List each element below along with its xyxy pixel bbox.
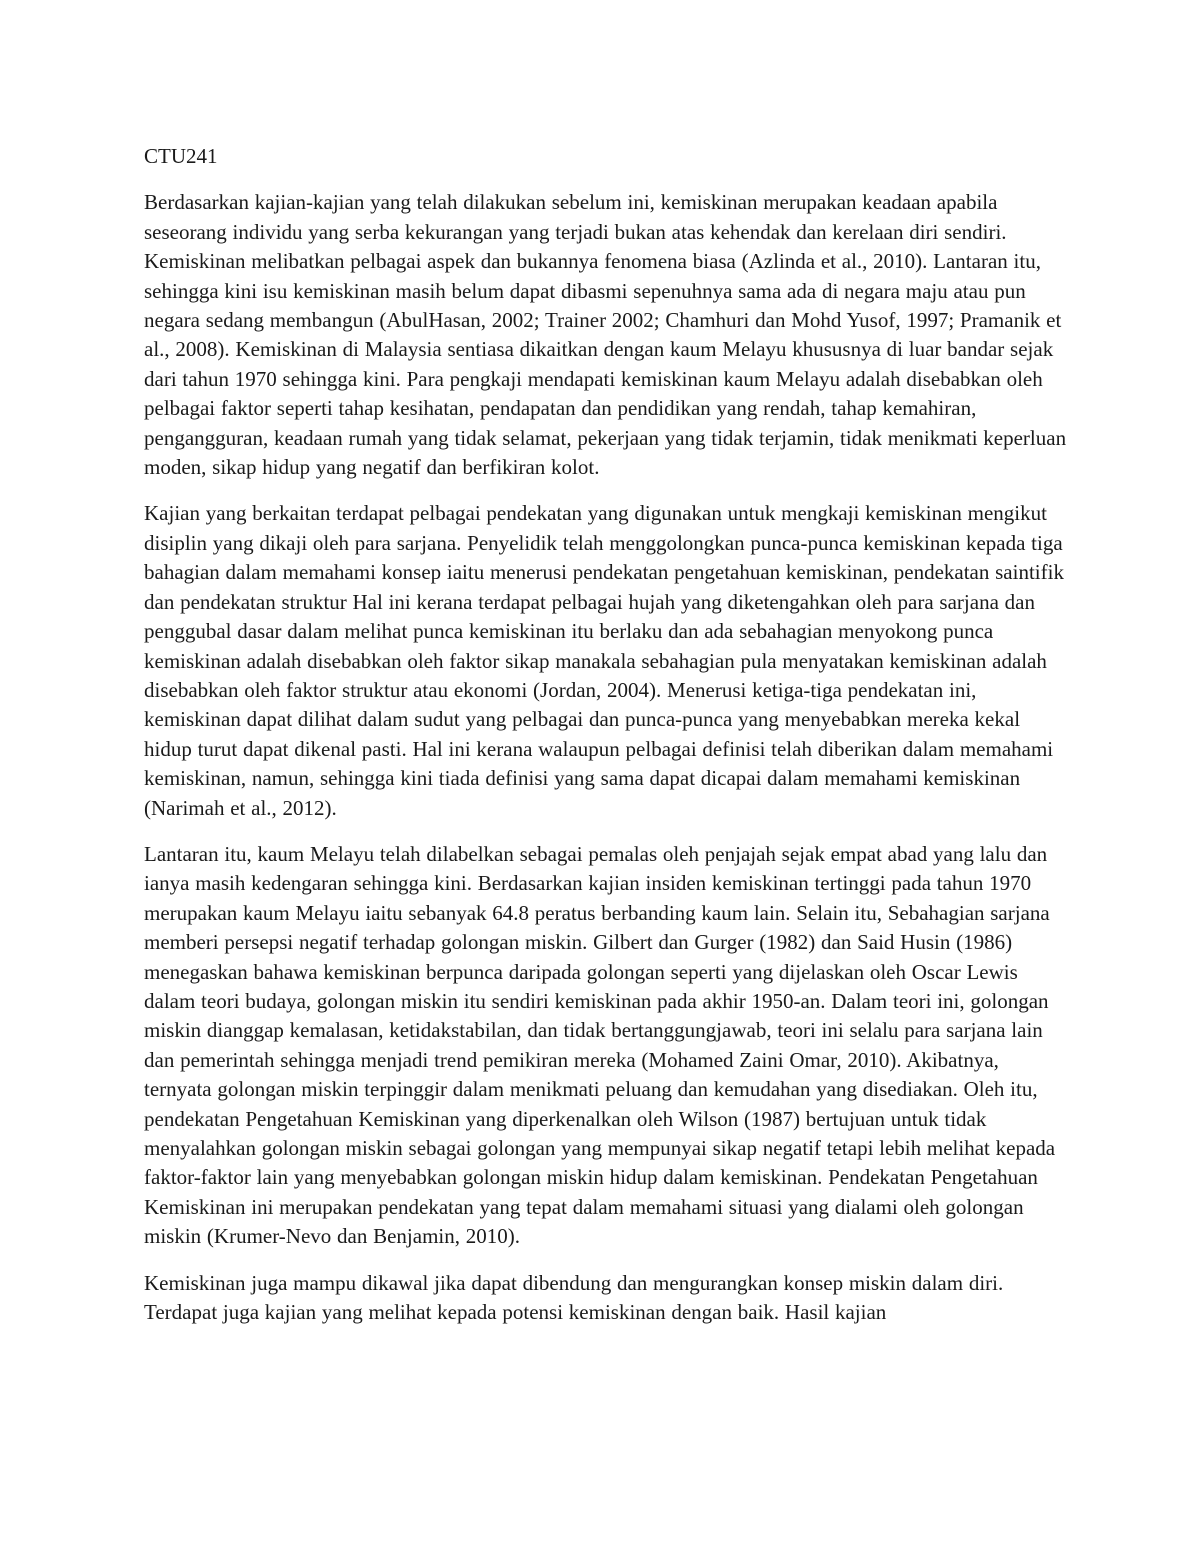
document-body [144,142,1068,1344]
paragraph-3: Lantaran itu, kaum Melayu telah dilabelkan sebagai pemalas oleh penjajah sejak empat abad yang lalu dan ianya masih kedengaran sehingga kini. Berdasarkan kajian insiden kemiskinan tertinggi pada tahun 1970 merupakan kaum Melayu iaitu sebanyak 64.8 peratus berbanding kaum lain. Selain itu, Sebahagian sarjana memberi persepsi negatif terhadap golongan miskin. Gilbert dan Gurger (1982) dan Said Husin (1986) menegaskan bahawa kemiskinan berpunca daripada golongan seperti yang dijelaskan oleh Oscar Lewis dalam teori budaya, golongan miskin itu sendiri kemiskinan pada akhir 1950-an. Dalam teori ini, golongan miskin dianggap kemalasan, ketidakstabilan, dan tidak bertanggungjawab, teori ini selalu para sarjana lain dan pemerintah sehingga menjadi trend pemikiran mereka (Mohamed Zaini Omar, 2010). Akibatnya, ternyata golongan miskin terpinggir dalam menikmati peluang dan kemudahan yang disediakan. Oleh itu, pendekatan Pengetahuan Kemiskinan yang diperkenalkan oleh Wilson (1987) bertujuan untuk tidak menyalahkan golongan miskin sebagai golongan yang mempunyai sikap negatif tetapi lebih melihat kepada faktor-faktor lain yang menyebabkan golongan miskin hidup dalam kemiskinan. Pendekatan Pengetahuan Kemiskinan ini merupakan pendekatan yang tepat dalam memahami situasi yang dialami oleh golongan miskin (Krumer-Nevo dan Benjamin, 2010). [144,841,1056,1249]
paragraph-1: Berdasarkan kajian-kajian yang telah dilakukan sebelum ini, kemiskinan merupakan keadaan apabila seseorang individu yang serba kekurangan yang terjadi bukan atas kehendak dan kerelaan diri sendiri. Kemiskinan melibatkan pelbagai aspek dan bukannya fenomena biasa (Azlinda et al., 2010). Lantaran itu, sehingga kini isu kemiskinan masih belum dapat dibasmi sepenuhnya sama ada di negara maju atau pun negara sedang membangun (AbulHasan, 2002; Trainer 2002; Chamhuri dan Mohd Yusof, 1997; Pramanik et al., 2008). Kemiskinan di Malaysia sentiasa dikaitkan dengan kaum Melayu khususnya di luar bandar sejak dari tahun 1970 sehingga kini. Para pengkaji mendapati kemiskinan kaum Melayu adalah disebabkan oleh pelbagai faktor seperti tahap kesihatan, pendapatan dan pendidikan yang rendah, tahap kemahiran, pengangguran, keadaan rumah yang tidak selamat, pekerjaan yang tidak terjamin, tidak menikmati keperluan moden, sikap hidup yang negatif dan berfikiran kolot. [144,190,1067,480]
paragraph-4: Kemiskinan juga mampu dikawal jika dapat dibendung dan mengurangkan konsep miskin dalam diri. Terdapat juga kajian yang melihat kepada potensi kemiskinan dengan baik. Hasil kajian [144,1270,1004,1325]
paragraph-2: Kajian yang berkaitan terdapat pelbagai pendekatan yang digunakan untuk mengkaji kemiskinan mengikut disiplin yang dikaji oleh para sarjana. Penyelidik telah menggolongkan punca-punca kemiskinan kepada tiga bahagian dalam memahami konsep iaitu menerusi pendekatan pengetahuan kemiskinan, pendekatan saintifik dan pendekatan struktur Hal ini kerana terdapat pelbagai hujah yang diketengahkan oleh para sarjana dan penggubal dasar dalam melihat punca kemiskinan itu berlaku dan ada sebahagian menyokong punca kemiskinan adalah disebabkan oleh faktor sikap manakala sebahagian pula menyatakan kemiskinan adalah disebabkan oleh faktor struktur atau ekonomi (Jordan, 2004). Menerusi ketiga-tiga pendekatan ini, kemiskinan dapat dilihat dalam sudut yang pelbagai dan punca-punca yang menyebabkan mereka kekal hidup turut dapat dikenal pasti. Hal ini kerana walaupun pelbagai definisi telah diberikan dalam memahami kemiskinan, namun, sehingga kini tiada definisi yang sama dapat dicapai dalam memahami kemiskinan (Narimah et al., 2012). [144,501,1064,820]
document-title: CTU241 [144,144,218,168]
